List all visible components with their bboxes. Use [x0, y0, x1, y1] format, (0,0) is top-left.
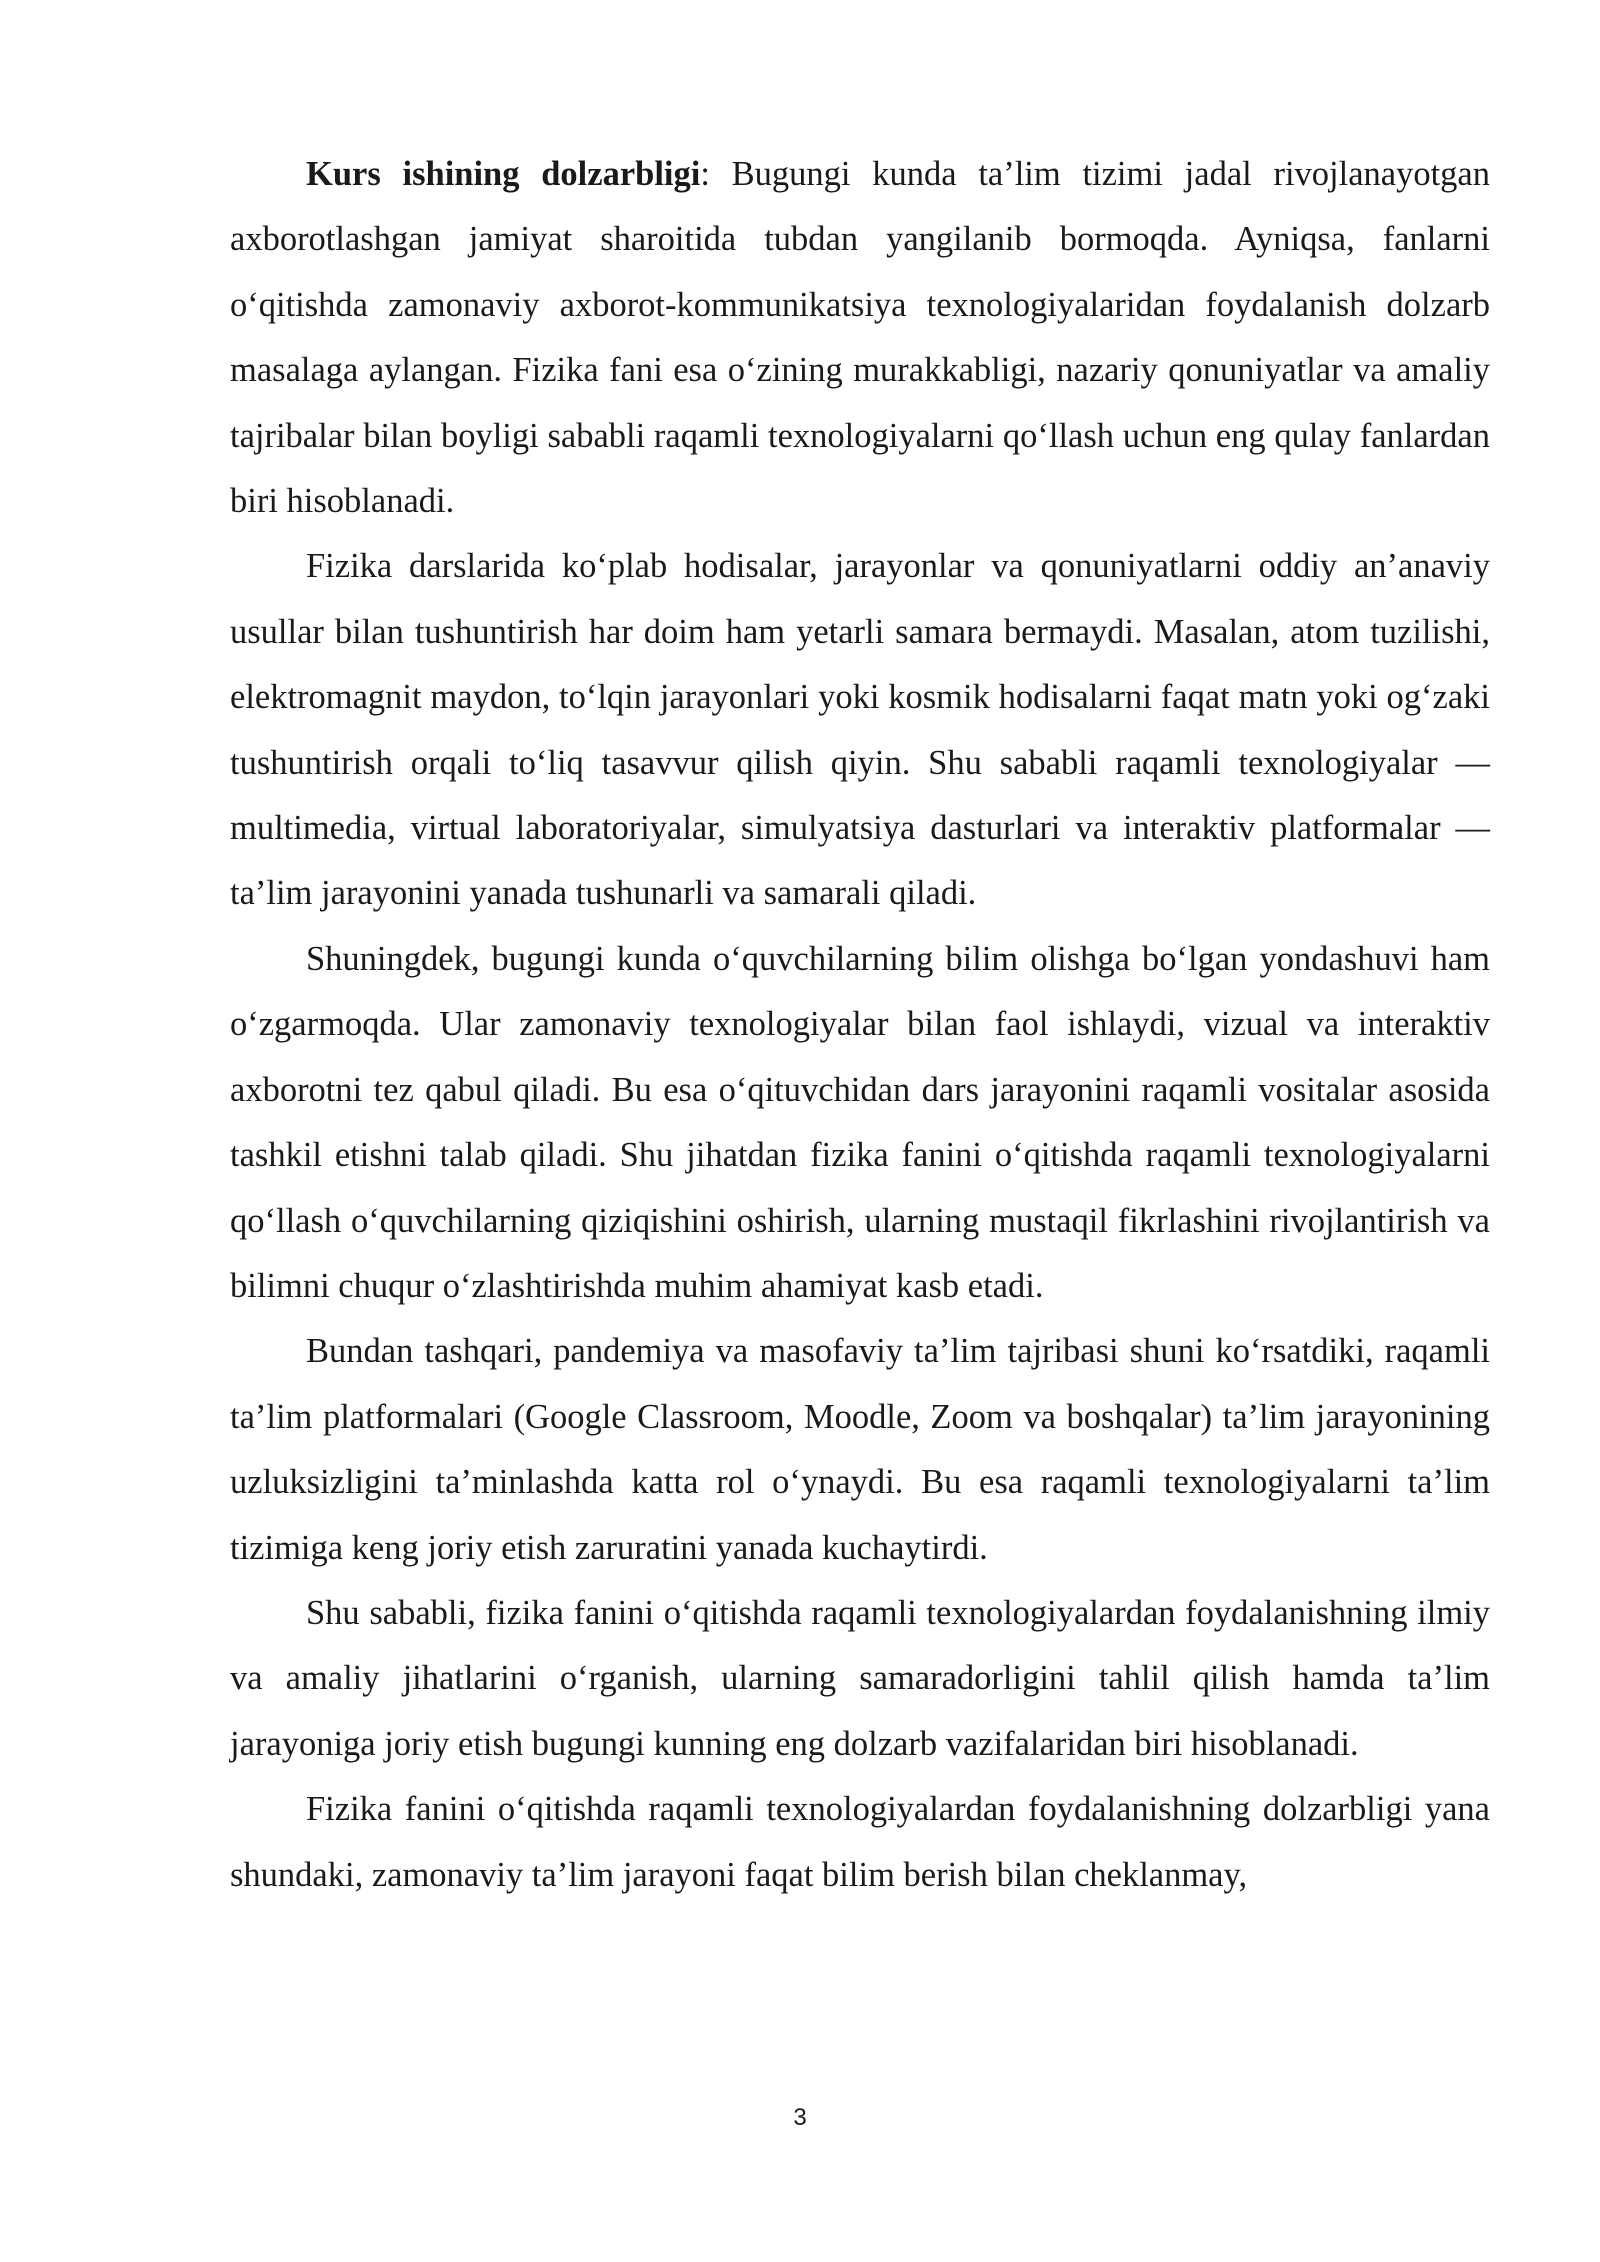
body-text — [230, 142, 1490, 1908]
paragraph-conclusion: Shu sababli, fizika fanini o‘qitishda raqamli texnologiyalardan foydalanishning ilmiy va amaliy jihatlarini o‘rganish, ularning samaradorligini tahlil qilish hamda ta’lim jarayoniga joriy etish bugungi kunning eng dolzarb vazifalaridan biri hisoblanadi. — [230, 1593, 1490, 1763]
paragraph-text: : Bugungi kunda ta’lim tizimi jadal rivojlanayotgan axborotlashgan jamiyat sharoitida tubdan yangilanib bormoqda. Ayniqsa, fanlarni o‘qitishda zamonaviy axborot-kommunikatsiya texnologiyalaridan foydalanish dolzarb masalaga aylangan. Fizika fani esa o‘zining murakkabligi, nazariy qonuniyatlar va amaliy tajribalar bilan boyligi sababli raqamli texnologiyalarni qo‘llash uchun eng qulay fanlardan biri hisoblanadi. — [230, 155, 1490, 521]
paragraph-continued: Fizika fanini o‘qitishda raqamli texnologiyalardan foydalanishning dolzarbligi yana shundaki, zamonaviy ta’lim jarayoni faqat bilim berish bilan cheklanmay, — [230, 1790, 1490, 1894]
section-heading-inline: Kurs ishining dolzarbligi — [306, 155, 701, 193]
page-number: 3 — [793, 2104, 807, 2131]
paragraph-relevance — [230, 142, 1490, 534]
paragraph-students-approach: Shuningdek, bugungi kunda o‘quvchilarning bilim olishga bo‘lgan yondashuvi ham o‘zgarmoqda. Ular zamonaviy texnologiyalar bilan faol ishlaydi, vizual va interaktiv axborotni tez qabul qiladi. Bu esa o‘qituvchidan dars jarayonini raqamli vositalar asosida tashkil etishni talab qiladi. Shu jihatdan fizika fanini o‘qitishda raqamli texnologiyalarni qo‘llash o‘quvchilarning qiziqishini oshirish, ularning mustaqil fikrlashini rivojlantirish va bilimni chuqur o‘zlashtirishda muhim ahamiyat kasb etadi. — [230, 939, 1490, 1305]
paragraph-physics-lessons: Fizika darslarida ko‘plab hodisalar, jarayonlar va qonuniyatlarni oddiy an’anaviy usullar bilan tushuntirish har doim ham yetarli samara bermaydi. Masalan, atom tuzilishi, elektromagnit maydon, to‘lqin jarayonlari yoki kosmik hodisalarni faqat matn yoki og‘zaki tushuntirish orqali to‘liq tasavvur qilish qiyin. Shu sababli raqamli texnologiyalar — multimedia, virtual laboratoriyalar, simulyatsiya dasturlari va interaktiv platformalar — ta’lim jarayonini yanada tushunarli va samarali qiladi. — [230, 547, 1490, 913]
paragraph-pandemic: Bundan tashqari, pandemiya va masofaviy ta’lim tajribasi shuni ko‘rsatdiki, raqamli ta’lim platformalari (Google Classroom, Moodle, Zoom va boshqalar) ta’lim jarayonining uzluksizligini ta’minlashda katta rol o‘ynaydi. Bu esa raqamli texnologiyalarni ta’lim tizimiga keng joriy etish zaruratini yanada kuchaytirdi. — [230, 1332, 1490, 1567]
